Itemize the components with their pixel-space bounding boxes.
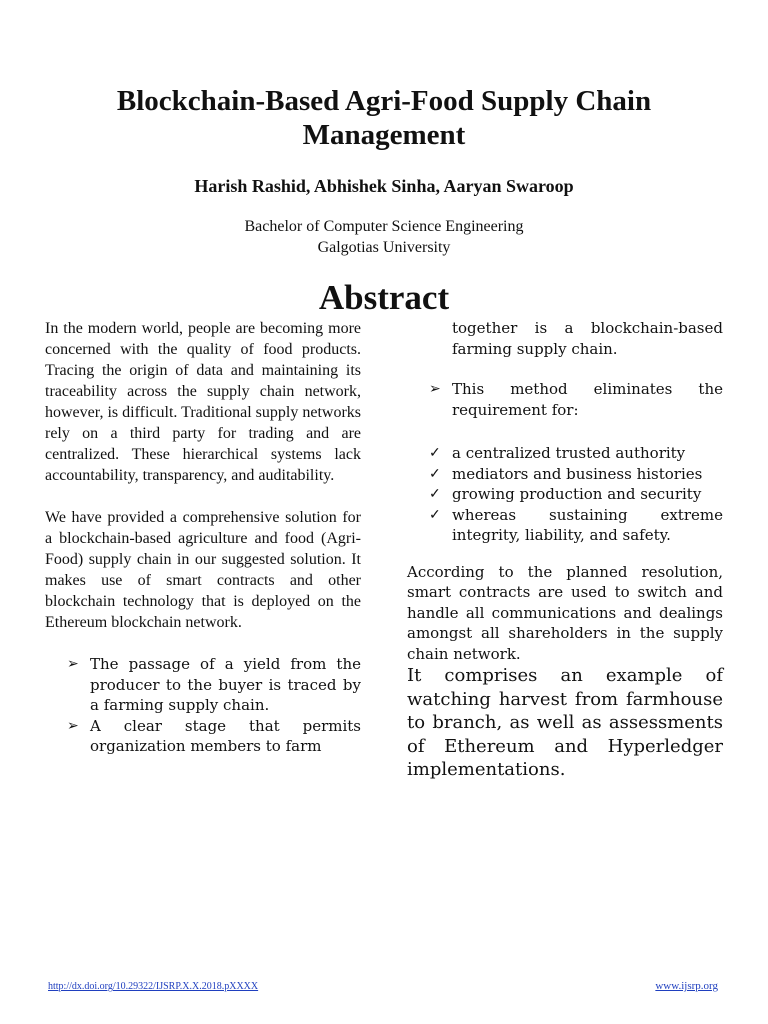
- affiliation-degree: Bachelor of Computer Science Engineering: [244, 218, 524, 235]
- checklist-item: [407, 484, 723, 505]
- paper-title: Blockchain-Based Agri-Food Supply Chain Management: [116, 85, 652, 151]
- arrow-bullet-icon: ➢: [67, 656, 79, 672]
- arrow-bullet-icon: ➢: [67, 717, 79, 734]
- abstract-heading: Abstract: [318, 278, 450, 317]
- arrow-bullet-icon: ➢: [429, 381, 441, 397]
- checkmark-icon: ✓: [429, 445, 441, 461]
- left-column: [45, 318, 361, 757]
- checklist-text: mediators and business histories: [452, 464, 703, 483]
- checkmark-icon: ✓: [429, 506, 441, 523]
- checkmark-icon: ✓: [429, 486, 441, 502]
- bullet-continuation: together is a blockchain-based farming supply chain.: [452, 319, 723, 358]
- checklist-text: a centralized trusted authority: [452, 444, 686, 462]
- affiliation-university: Galgotias University: [317, 239, 451, 256]
- bullet-list: [45, 654, 361, 757]
- abstract-paragraph-1: In the modern world, people are becoming more concerned with the quality of food products. Tracing the origin of data and maintaining its traceability across the supply chain network, however, is difficult. Traditional supply networks rely on a third party for trading and are centralized. These hierarchical systems lack accountability, transparency, and auditability.: [45, 320, 361, 484]
- right-column: [407, 318, 723, 782]
- comprises-paragraph: It comprises an example of watching harvest from farmhouse to branch, as well as assessments of Ethereum and Hyperledger implementations.: [407, 665, 723, 780]
- checklist-item: [407, 464, 723, 485]
- list-item: [45, 716, 361, 757]
- bullet-text: This method eliminates the requirement for:: [452, 380, 723, 419]
- checklist: [407, 443, 723, 546]
- authors: Harish Rashid, Abhishek Sinha, Aaryan Swaroop: [194, 176, 574, 196]
- checklist-text: whereas sustaining extreme integrity, liability, and safety.: [452, 505, 723, 544]
- affiliation: [40, 216, 728, 258]
- list-item: [45, 654, 361, 716]
- checklist-item: [407, 443, 723, 464]
- checkmark-icon: ✓: [429, 465, 441, 482]
- checklist-item: [407, 505, 723, 546]
- abstract-paragraph-2: We have provided a comprehensive solution for a blockchain-based agriculture and food (Agri-Food) supply chain in our suggested solution. It makes use of smart contracts and other blockchain technology that is deployed on the Ethereum blockchain network.: [45, 509, 361, 631]
- doi-link[interactable]: http://dx.doi.org/10.29322/IJSRP.X.X.2018.pXXXX: [48, 981, 259, 992]
- website-link[interactable]: www.ijsrp.org: [655, 980, 718, 992]
- bullet-text: The passage of a yield from the producer to the buyer is traced by a farming supply chain.: [90, 655, 361, 714]
- list-item: [407, 379, 723, 421]
- bullet-text: A clear stage that permits organization members to farm: [90, 716, 361, 755]
- checklist-text: growing production and security: [452, 485, 702, 503]
- planned-resolution-paragraph: According to the planned resolution, smart contracts are used to switch and handle all communications and dealings amongst all shareholders in the supply chain network.: [407, 562, 723, 663]
